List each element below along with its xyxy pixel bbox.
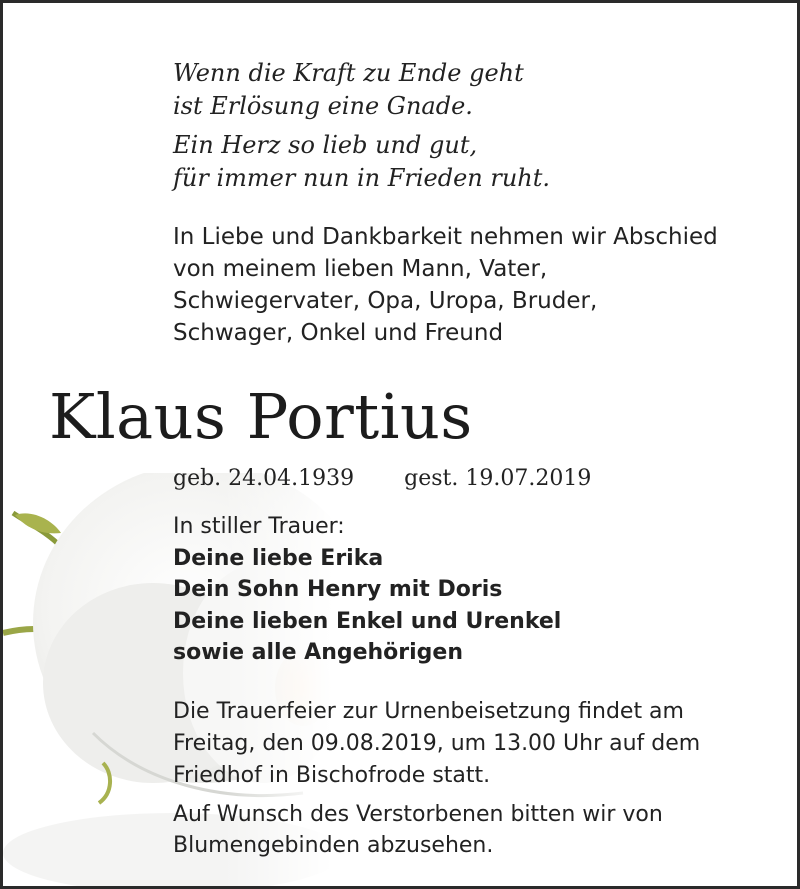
poem-line: Ein Herz so lieb und gut,	[173, 131, 478, 159]
intro-line: Schwager, Onkel und Freund	[173, 320, 504, 346]
intro-line: Schwiegervater, Opa, Uropa, Bruder,	[173, 288, 598, 314]
service-line: Die Trauerfeier zur Urnenbeisetzung findet am	[173, 699, 684, 724]
death-date: gest. 19.07.2019	[404, 466, 592, 491]
service-line: Freitag, den 09.08.2019, um 13.00 Uhr auf dem	[173, 731, 701, 756]
request-line: Auf Wunsch des Verstorbenen bitten wir von	[173, 802, 663, 827]
flower-request	[173, 799, 663, 861]
service-line: Friedhof in Bischofrode statt.	[173, 763, 491, 788]
poem	[173, 57, 550, 201]
mourner-name: Deine lieben Enkel und Urenkel	[173, 608, 562, 634]
funeral-service-info	[173, 696, 700, 792]
mourner-name: sowie alle Angehörigen	[173, 640, 464, 665]
life-dates	[173, 464, 591, 494]
mourners-list	[173, 511, 561, 669]
poem-line: Wenn die Kraft zu Ende geht	[173, 59, 524, 87]
intro-line: von meinem lieben Mann, Vater,	[173, 256, 548, 282]
request-line: Blumengebinden abzusehen.	[173, 833, 494, 858]
poem-stanza	[173, 57, 550, 123]
poem-line: für immer nun in Frieden ruht.	[173, 164, 551, 192]
birth-date: geb. 24.04.1939	[173, 466, 355, 491]
deceased-name: Klaus Portius	[49, 380, 473, 453]
mourner-name: Dein Sohn Henry mit Doris	[173, 577, 503, 602]
mourner-name: Deine liebe Erika	[173, 545, 384, 571]
poem-line: ist Erlösung eine Gnade.	[173, 92, 473, 120]
intro-line: In Liebe und Dankbarkeit nehmen wir Abschied	[173, 224, 718, 250]
poem-stanza	[173, 129, 550, 195]
mourners-heading: In stiller Trauer:	[173, 514, 345, 539]
farewell-intro	[173, 221, 718, 349]
